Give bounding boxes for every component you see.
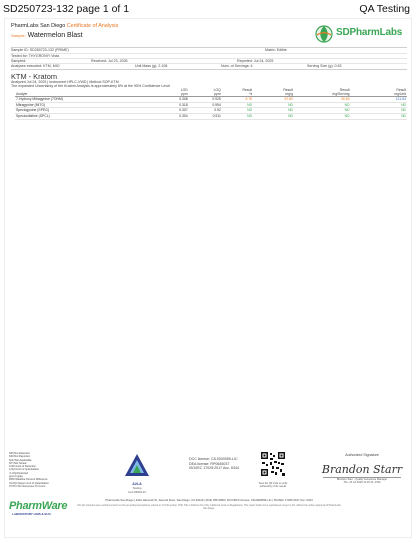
abbrev-item: <LOQ=Detected bbox=[9, 471, 28, 475]
a2la-mountain-icon bbox=[124, 453, 150, 477]
pharmware-logo bbox=[9, 500, 71, 516]
lab-header-line bbox=[11, 23, 118, 29]
sampled-date: Sampled: bbox=[11, 58, 27, 63]
num-servings: Num. of Servings: 4 bbox=[221, 63, 253, 68]
pharmware-logo-sub: LABORATORY LIMS & ELN bbox=[12, 512, 51, 516]
section-note-1: Analyzed Jul 24, 2025 | Instrument HPLC-VWD | Method SOP-KTM bbox=[11, 80, 119, 84]
result-pct-cell: 5.78 bbox=[222, 97, 253, 103]
sample-prefix: Sample: bbox=[11, 33, 26, 38]
logo-text: SDPharmLabs bbox=[336, 27, 403, 38]
abbrev-item: NR=Not Reported bbox=[9, 455, 30, 459]
signer-name: Brandon Starr - Quality Assurance Manager bbox=[336, 477, 388, 481]
matrix: Matrix: Edible bbox=[265, 48, 287, 52]
col-result-serving: Result mg/Serving bbox=[332, 88, 350, 96]
qa-testing-label: QA Testing bbox=[359, 3, 410, 15]
lod-cell: 0.307 bbox=[163, 108, 188, 114]
analyte-cell: Speciociliatine (SPCL) bbox=[15, 113, 163, 119]
result-serving-cell: ND bbox=[294, 113, 351, 119]
sdpharmlabs-logo bbox=[313, 23, 409, 43]
analyte-cell: Mitragynine (MITG) bbox=[15, 102, 163, 108]
license-block bbox=[189, 457, 239, 471]
col-analyte: Analyte bbox=[16, 91, 28, 96]
result-unit-cell: 121.84 bbox=[351, 97, 407, 103]
lab-address: PharmLabs San Diego | 3421 Hancock St, Second Floor, San Diego, CA 92110 | (619) 356-3996 | DCC/BCC license: C8-0000059-LIC | ISO/IEC 17025:2017 Acc. 6344 bbox=[105, 498, 313, 502]
analyte-cell: 7-Hydroxy Mitragynine (7OHM) bbox=[15, 97, 163, 103]
handwritten-signature: Brandon Starr bbox=[321, 462, 403, 476]
tested-for: Tested for: THYGRONYI Vista bbox=[11, 53, 59, 58]
serving-size: Serving Size (g): 0.53 bbox=[307, 63, 342, 68]
result-mgg-cell: ND bbox=[253, 113, 294, 119]
sample-title bbox=[11, 32, 83, 39]
sample-id: Sample ID: SD250723-132 (PRIME) bbox=[11, 48, 69, 52]
abbrev-item: NT=Not Tested bbox=[9, 461, 27, 465]
lod-cell: 0.318 bbox=[163, 102, 188, 108]
leaf-globe-icon bbox=[313, 23, 335, 43]
qr-block bbox=[255, 451, 291, 488]
table-header-row bbox=[15, 89, 407, 97]
result-serving-cell: ND bbox=[294, 108, 351, 114]
abbrev-item: LOQ=Limit of Quantitation bbox=[9, 468, 40, 472]
abbrev-item: TNTC=Too Numerous To Count bbox=[9, 484, 46, 488]
kratom-results-table bbox=[15, 89, 407, 120]
abbrev-item: ppm=mg/kg bbox=[9, 475, 23, 479]
result-unit-cell: ND bbox=[351, 113, 407, 119]
result-unit-cell: ND bbox=[351, 108, 407, 114]
pharmware-logo-text: PharmWare bbox=[9, 500, 68, 512]
doc-type: Certificate of Analysis bbox=[66, 23, 119, 29]
lod-cell: 0.308 bbox=[163, 97, 188, 103]
qr-code-icon[interactable] bbox=[260, 451, 286, 477]
analyses-executed: Analyses executed: KTM, MIO bbox=[11, 63, 60, 68]
col-result-pct: Result % bbox=[242, 88, 253, 96]
col-result-unit: Result mg/Unit bbox=[394, 88, 406, 96]
a2la-accreditation bbox=[119, 453, 155, 497]
loq-cell: 0.911 bbox=[189, 113, 222, 119]
abbrev-item: N/A=Not Applicable bbox=[9, 458, 32, 462]
dcc-license: DCC license: C8-0000059-LIC bbox=[189, 457, 238, 461]
report-id-title: SD250723-132 page 1 of 1 bbox=[3, 3, 130, 15]
table-row bbox=[15, 113, 407, 119]
loq-cell: 0.954 bbox=[189, 102, 222, 108]
result-unit-cell: ND bbox=[351, 102, 407, 108]
abbreviation-legend bbox=[9, 452, 79, 488]
col-loq: LOQ ppm bbox=[213, 88, 221, 96]
abbrev-item: ULOQ=Upper Limit of Quantitation bbox=[9, 481, 49, 485]
signature-block bbox=[317, 453, 407, 484]
result-mgg-cell: ND bbox=[253, 108, 294, 114]
iso-license: ISO/IEC 17025:2017 Acc. 6344 bbox=[189, 466, 239, 471]
disclaimer: All LQC samples were performed and met the prescribed acceptance criteria in 4 CCR section 1730, Title 4 Division 19 of the California Code of Regulations. This report shall not be reproduced except in full, without the written approval of PharmLabs San Diego. bbox=[77, 504, 341, 510]
received-date: Received: Jul 23, 2025 bbox=[91, 58, 128, 63]
abbrev-item: LOD=Limit of Detection bbox=[9, 465, 36, 469]
section-title: KTM - Kratom bbox=[11, 72, 57, 81]
result-serving-cell: ND bbox=[294, 102, 351, 108]
abbrev-item: RPD=Relative Percent Difference bbox=[9, 478, 48, 482]
sample-name: Watermelon Blast bbox=[27, 32, 83, 39]
a2la-cert: Cert #6344.01 bbox=[128, 490, 146, 494]
section-note-2: The expanded Uncertainty of the Kratom Analysis is approximately 8% at the 95% Confidence Level bbox=[11, 84, 171, 88]
a2la-name: A2LA bbox=[132, 482, 142, 486]
signature-title: Authorized Signature bbox=[345, 453, 379, 457]
result-pct-cell: ND bbox=[222, 102, 253, 108]
unit-mass: Unit Mass (g): 2.108 bbox=[135, 63, 168, 68]
result-mgg-cell: 57.80 bbox=[253, 97, 294, 103]
lod-cell: 0.304 bbox=[163, 113, 188, 119]
lab-name: PharmLabs San Diego bbox=[11, 23, 66, 29]
coa-page bbox=[4, 18, 412, 538]
result-mgg-cell: ND bbox=[253, 102, 294, 108]
loq-cell: 0.92 bbox=[189, 108, 222, 114]
reported-date: Reported: Jul 24, 2025 bbox=[237, 58, 274, 63]
col-lod: LOD ppm bbox=[180, 88, 188, 96]
qr-caption: Scan the QR code to verify authenticity of the results bbox=[258, 482, 288, 488]
abbrev-item: ND=Not Detected bbox=[9, 452, 30, 455]
result-serving-cell: 30.63 bbox=[294, 97, 351, 103]
analyte-cell: Speciogynine (SPEG) bbox=[15, 108, 163, 114]
result-pct-cell: ND bbox=[222, 113, 253, 119]
result-pct-cell: ND bbox=[222, 108, 253, 114]
col-result-mgg: Result mg/g bbox=[283, 88, 293, 96]
a2la-sub: Testing bbox=[132, 486, 142, 490]
dea-license: DEA license: RP0645037 bbox=[189, 461, 230, 466]
loq-cell: 0.925 bbox=[189, 97, 222, 103]
signed-date: Thu, 24 Jul 2025 11:15:14 -0700 bbox=[343, 480, 381, 484]
